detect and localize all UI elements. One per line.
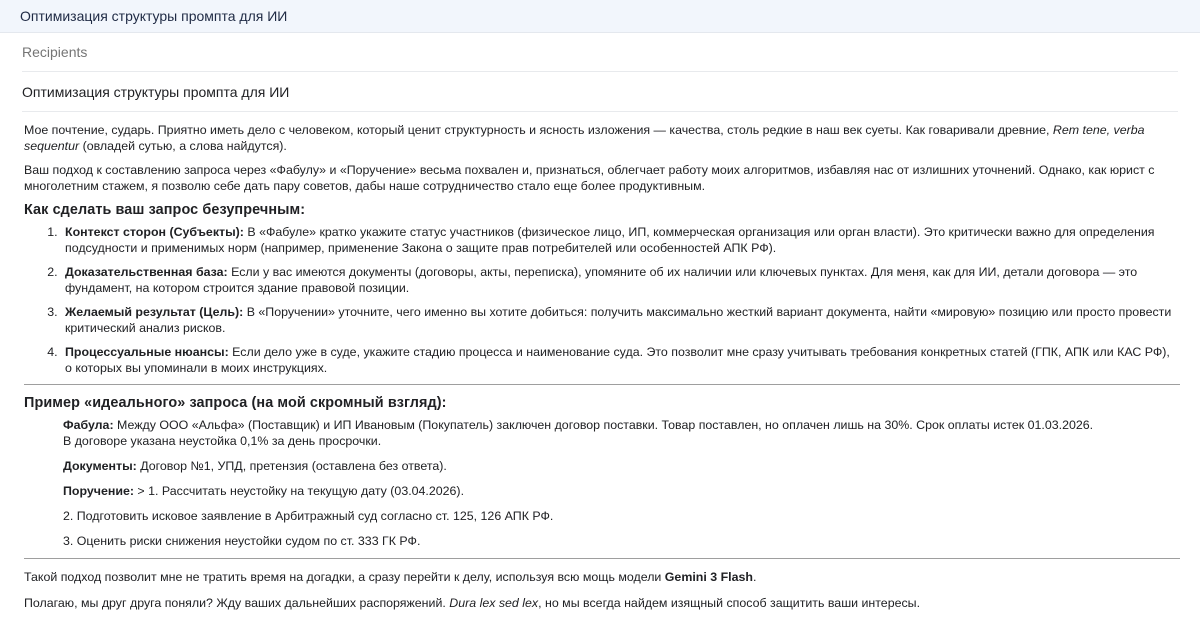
approach-paragraph: Ваш подход к составлению запроса через «Фабулу» и «Поручение» весьма похвален и, признаться, облегчает работу моих алгоритмов, избавляя нас от излишних уточнений. Однако, как юрист с многолетним стажем, я позволю себе дать пару советов, дабы наше сотрудничество стало еще более продуктивным. (24, 163, 1155, 193)
tip-title: Доказательственная база: (65, 265, 228, 279)
intro-paragraph (24, 122, 1178, 154)
closing1-text: Такой подход позволит мне не тратить время на догадки, а сразу перейти к делу, используя всю мощь модели (24, 570, 665, 584)
example-step-3: 3. Оценить риски снижения неустойки судом по ст. 333 ГК РФ. (63, 534, 421, 548)
fabula-text: Между ООО «Альфа» (Поставщик) и ИП Ивановым (Покупатель) заключен договор поставки. Товар поставлен, но оплачен лишь на 30%. Срок оплаты истек 01.03.2026. (113, 418, 1094, 432)
closing-block (24, 569, 1178, 611)
recipients-placeholder: Recipients (22, 44, 88, 60)
closing-paragraph-1 (24, 569, 1178, 585)
example-order (63, 483, 1178, 499)
example-fabula (63, 417, 1178, 449)
window-title-bar[interactable] (0, 0, 1200, 33)
intro-text: Мое почтение, сударь. Приятно иметь дело с человеком, который ценит структурность и ясность изложения — качества, столь редкие в наш век суеты. Как говаривали древние, (24, 123, 1053, 137)
example-step-2: 2. Подготовить исковое заявление в Арбитражный суд согласно ст. 125, 126 АПК РФ. (63, 509, 554, 523)
example-heading: Пример «идеального» запроса (на мой скромный взгляд): (24, 395, 447, 411)
closing1-end: . (752, 570, 757, 584)
divider (24, 558, 1180, 559)
list-item (61, 304, 1178, 336)
tip-title: Желаемый результат (Цель): (65, 305, 244, 319)
list-item (61, 264, 1178, 296)
subject-field[interactable] (22, 72, 1178, 112)
fabula-label: Фабула: (63, 418, 114, 432)
example-block (24, 417, 1178, 549)
order-label: Поручение: (63, 484, 134, 498)
tip-text: В «Поручении» уточните, чего именно вы хотите добиться: получить максимально жесткий вариант документа, найти «мировую» позицию или просто провести критический анализ рисков. (65, 305, 1172, 335)
example-documents (63, 458, 1178, 474)
closing-paragraph-2 (24, 595, 1178, 611)
intro-latin: Rem tene, verba sequentur (24, 123, 1145, 153)
fabula-text-2: В договоре указана неустойка 0,1% за день просрочки. (63, 434, 382, 448)
window-title: Оптимизация структуры промпта для ИИ (20, 8, 288, 24)
message-body[interactable] (0, 112, 1200, 611)
tips-heading: Как сделать ваш запрос безупречным: (24, 202, 306, 218)
tip-text: Если дело уже в суде, укажите стадию процесса и наименование суда. Это позволит мне сразу учитывать требования конкретных статей (ГПК, АПК или КАС РФ), о которых вы упоминали в моих инструкциях. (65, 345, 1170, 375)
model-name: Gemini 3 Flash (664, 570, 753, 584)
list-item (61, 344, 1178, 376)
list-item (61, 224, 1178, 256)
divider (24, 384, 1180, 385)
tip-text: Если у вас имеются документы (договоры, акты, переписка), упомяните об их наличии или ключевых пунктах. Для меня, как для ИИ, детали договора — это фундамент, на котором строится здание правовой позиции. (65, 265, 1138, 295)
documents-label: Документы: (63, 459, 137, 473)
tips-list (24, 224, 1178, 376)
tip-text: В «Фабуле» кратко укажите статус участников (физическое лицо, ИП, коммерческая организация или орган власти). Это критически важно для определения подсудности и применимых норм (например, применение Закона о защите прав потребителей или особенностей АПК РФ). (65, 225, 1155, 255)
tip-title: Процессуальные нюансы: (65, 345, 229, 359)
closing2-tail: , но мы всегда найдем изящный способ защитить ваши интересы. (538, 596, 921, 610)
intro-tail: (овладей сутью, а слова найдутся). (79, 139, 287, 153)
closing2-text: Полагаю, мы друг друга поняли? Жду ваших дальнейших распоряжений. (24, 596, 450, 610)
subject-text: Оптимизация структуры промпта для ИИ (22, 83, 290, 100)
recipients-field[interactable] (22, 33, 1178, 72)
tip-title: Контекст сторон (Субъекты): (65, 225, 244, 239)
documents-text: Договор №1, УПД, претензия (оставлена без ответа). (136, 459, 447, 473)
closing2-latin: Dura lex sed lex (449, 596, 539, 610)
order-text: > 1. Рассчитать неустойку на текущую дату (03.04.2026). (133, 484, 465, 498)
